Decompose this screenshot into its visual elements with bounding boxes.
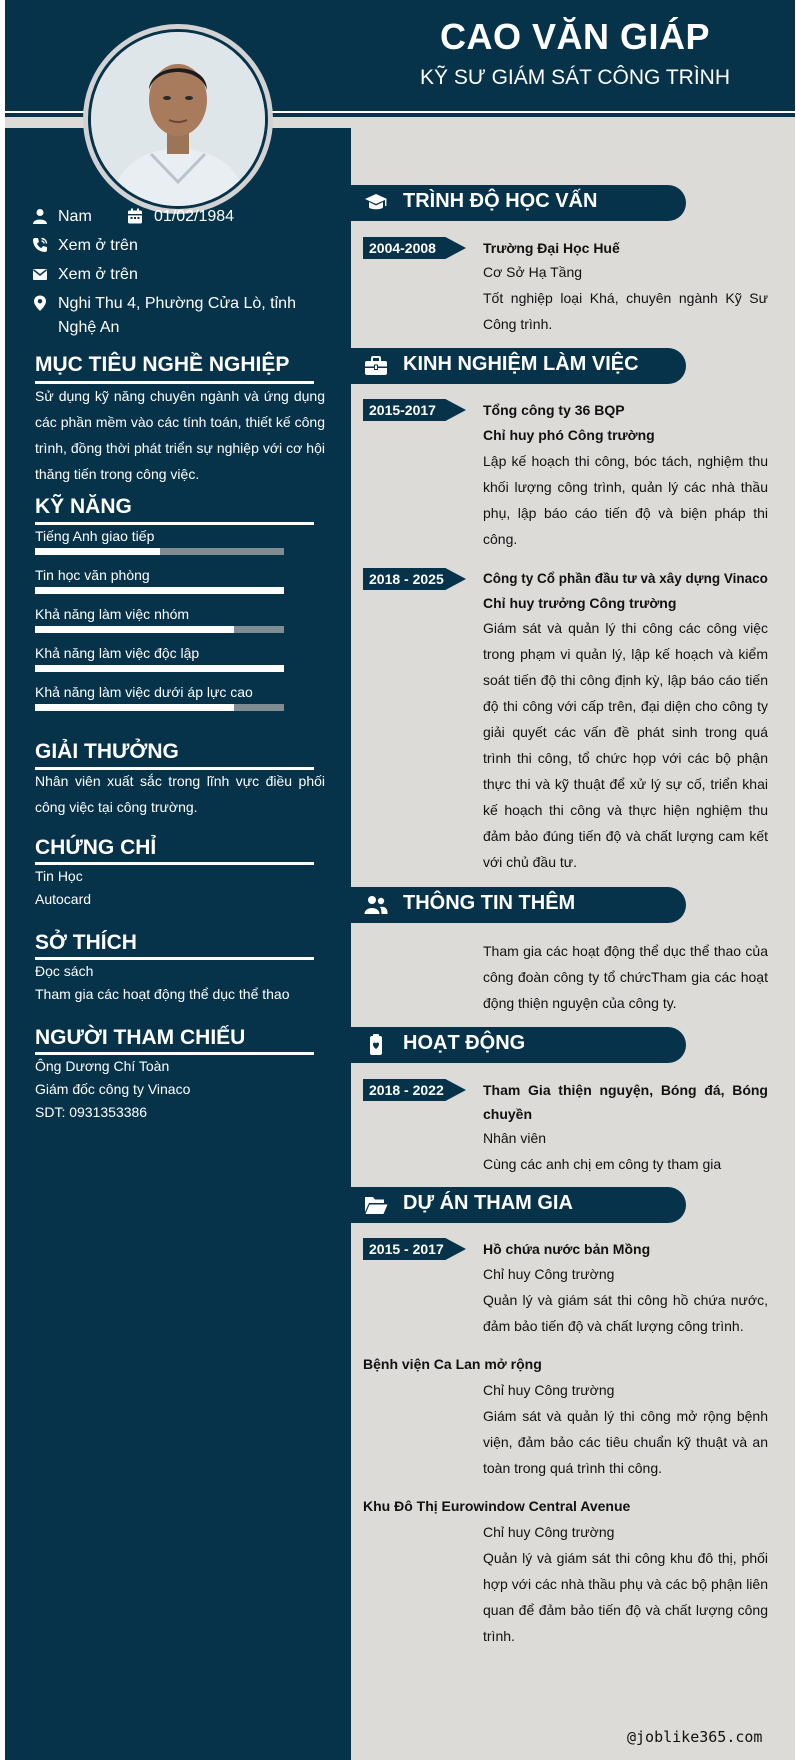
experience-description: Lập kế hoạch thi công, bóc tách, nghiệm thu khối lượng công trình, quản lý các nhà thầu phụ, lập báo cáo tiến độ và biện pháp thi công. xyxy=(483,453,768,547)
activities-section-header xyxy=(351,1027,686,1063)
project-name: Hồ chứa nước bản Mồng xyxy=(483,1241,651,1257)
certificates-rule xyxy=(35,862,314,865)
skill-bar xyxy=(35,665,284,672)
skill-label: Tiếng Anh giao tiếp xyxy=(35,528,155,544)
education-school: Trường Đại Học Huế xyxy=(483,240,620,256)
skill-label: Tin học văn phòng xyxy=(35,567,150,583)
skill-bar xyxy=(35,626,284,633)
skills-heading: KỸ NĂNG xyxy=(35,495,132,518)
skill-bar-fill xyxy=(35,665,284,672)
activities-heading: HOẠT ĐỘNG xyxy=(403,1032,526,1054)
briefcase-icon xyxy=(364,355,388,377)
education-heading: TRÌNH ĐỘ HỌC VẤN xyxy=(403,190,598,212)
certificates-heading: CHỨNG CHỈ xyxy=(35,836,157,859)
project-description: Giám sát và quản lý thi công mở rộng bệnh viện, đảm bảo các tiêu chuẩn kỹ thuật và an toàn trong quá trình thi công. xyxy=(483,1408,768,1476)
additional-heading: THÔNG TIN THÊM xyxy=(403,892,576,914)
date-label: 2015 - 2017 xyxy=(369,1241,444,1257)
skill-bar xyxy=(35,704,284,711)
experience-company: Công ty Cổ phần đầu tư và xây dựng Vinaco xyxy=(483,571,768,586)
reference-item: Giám đốc công ty Vinaco xyxy=(35,1081,191,1097)
project-name: Khu Đô Thị Eurowindow Central Avenue xyxy=(363,1498,631,1514)
gender-value: Nam xyxy=(58,208,92,225)
person-icon xyxy=(32,208,48,224)
experience-date-tag xyxy=(363,568,466,590)
phone-value: Xem ở trên xyxy=(58,237,138,254)
skills-rule xyxy=(35,522,314,525)
users-icon xyxy=(364,894,388,916)
experience-description: Giám sát và quản lý thi công các công việc trong phạm vi quản lý, lập kế hoạch và kiểm soát tiến độ thi công định kỳ, lập báo cáo tiến độ thi công với cấp trên, đại diện cho công ty giải quyết các vấn đề phát sinh trong quá trình thi công, tổ chức họp với các bộ phận thực thi và kỹ thuật để xử lý sự cố, triển khai kế hoạch thi công và thực hiện nghiệm thu đảm bảo đúng tiến độ và chất lượng cam kết với chủ đầu tư. xyxy=(483,620,768,870)
date-label: 2015-2017 xyxy=(369,402,436,418)
projects-section-header xyxy=(351,1187,686,1223)
skill-label: Khả năng làm việc nhóm xyxy=(35,606,190,622)
skill-bar-fill xyxy=(35,548,160,555)
projects-heading: DỰ ÁN THAM GIA xyxy=(403,1192,573,1214)
skill-label: Khả năng làm việc độc lập xyxy=(35,645,200,661)
footer-watermark: @joblike365.com xyxy=(627,1728,763,1746)
project-name: Bệnh viện Ca Lan mở rộng xyxy=(363,1356,542,1372)
birthday-value: 01/02/1984 xyxy=(154,208,235,225)
hobbies-heading: SỞ THÍCH xyxy=(35,931,137,954)
activity-description: Cùng các anh chị em công ty tham gia xyxy=(483,1156,722,1172)
education-date-tag xyxy=(363,237,466,259)
project-date-tag xyxy=(363,1238,466,1260)
education-description: Tốt nghiệp loại Khá, chuyên ngành Kỹ Sư Công trình. xyxy=(483,290,768,332)
project-role: Chỉ huy Công trường xyxy=(483,1524,615,1540)
education-section-header xyxy=(351,185,686,221)
experience-section-header xyxy=(351,348,686,384)
awards-heading: GIẢI THƯỞNG xyxy=(35,740,179,763)
skill-bar-fill xyxy=(35,587,284,594)
references-heading: NGƯỜI THAM CHIẾU xyxy=(35,1026,246,1049)
date-label: 2018 - 2025 xyxy=(369,571,444,587)
skill-label: Khả năng làm việc dưới áp lực cao xyxy=(35,684,253,700)
skill-bar-fill xyxy=(35,704,234,711)
project-role: Chỉ huy Công trường xyxy=(483,1382,615,1398)
certificate-item: Autocard xyxy=(35,891,92,907)
avatar-portrait-illustration xyxy=(91,32,265,206)
certificate-item: Tin Học xyxy=(35,868,83,884)
hobby-item: Tham gia các hoạt động thể dục thể thao xyxy=(35,986,290,1002)
folder-open-icon xyxy=(364,1194,388,1216)
experience-date-tag xyxy=(363,399,466,421)
experience-company: Tổng công ty 36 BQP xyxy=(483,402,625,418)
reference-item: SDT: 0931353386 xyxy=(35,1104,148,1120)
project-role: Chỉ huy Công trường xyxy=(483,1266,615,1282)
reference-item: Ông Dương Chí Toàn xyxy=(35,1058,170,1074)
activity-name: Tham Gia thiện nguyện, Bóng đá, Bóng chuyền xyxy=(483,1082,768,1122)
hobbies-rule xyxy=(35,957,314,960)
avatar xyxy=(91,32,265,206)
education-major: Cơ Sở Hạ Tầng xyxy=(483,264,583,280)
experience-heading: KINH NGHIỆM LÀM VIỆC xyxy=(403,353,639,375)
activity-date-tag xyxy=(363,1079,466,1101)
date-label: 2004-2008 xyxy=(369,240,436,256)
skill-bar-fill xyxy=(35,626,234,633)
calendar-icon xyxy=(127,208,143,224)
email-value: Xem ở trên xyxy=(58,266,138,283)
additional-text: Tham gia các hoạt động thể dục thể thao của công đoàn công ty tổ chứcTham gia các hoạt động thiện nguyện của công ty. xyxy=(483,943,768,1011)
activity-badge-icon xyxy=(364,1034,388,1056)
skill-bar xyxy=(35,548,284,555)
phone-icon xyxy=(32,237,48,253)
resume-page xyxy=(5,0,795,1760)
experience-role: Chỉ huy phó Công trường xyxy=(483,427,655,443)
references-rule xyxy=(35,1052,314,1055)
location-pin-icon xyxy=(32,295,48,311)
objective-text: Sử dụng kỹ năng chuyên ngành và ứng dụng các phần mềm vào các tính toán, thiết kế công trình, đồng thời phát triển sự nghiệp với cơ hội thăng tiến trong công việc. xyxy=(35,388,325,482)
additional-section-header xyxy=(351,887,686,923)
graduation-cap-icon xyxy=(364,192,388,214)
activity-role: Nhân viên xyxy=(483,1130,547,1146)
skill-bar xyxy=(35,587,284,594)
objective-heading: MỤC TIÊU NGHỀ NGHIỆP xyxy=(35,353,290,376)
project-description: Quản lý và giám sát thi công khu đô thị, phối hợp với các nhà thầu phụ và các bộ phận liên quan để đảm bảo tiến độ và chất lượng công trình. xyxy=(483,1550,768,1644)
experience-role: Chỉ huy trưởng Công trường xyxy=(483,595,677,611)
date-label: 2018 - 2022 xyxy=(369,1082,444,1098)
envelope-icon xyxy=(32,266,48,282)
awards-text: Nhân viên xuất sắc trong lĩnh vực điều phối công việc tại công trường. xyxy=(35,773,325,815)
project-description: Quản lý và giám sát thi công hồ chứa nước, đảm bảo tiến độ và chất lượng công trình. xyxy=(483,1292,768,1334)
candidate-job-title: KỸ SƯ GIÁM SÁT CÔNG TRÌNH xyxy=(419,66,731,89)
address-value: Nghi Thu 4, Phường Cửa Lò, tỉnh Nghệ An xyxy=(58,295,296,336)
candidate-name: CAO VĂN GIÁP xyxy=(439,16,711,57)
hobby-item: Đọc sách xyxy=(35,963,94,979)
